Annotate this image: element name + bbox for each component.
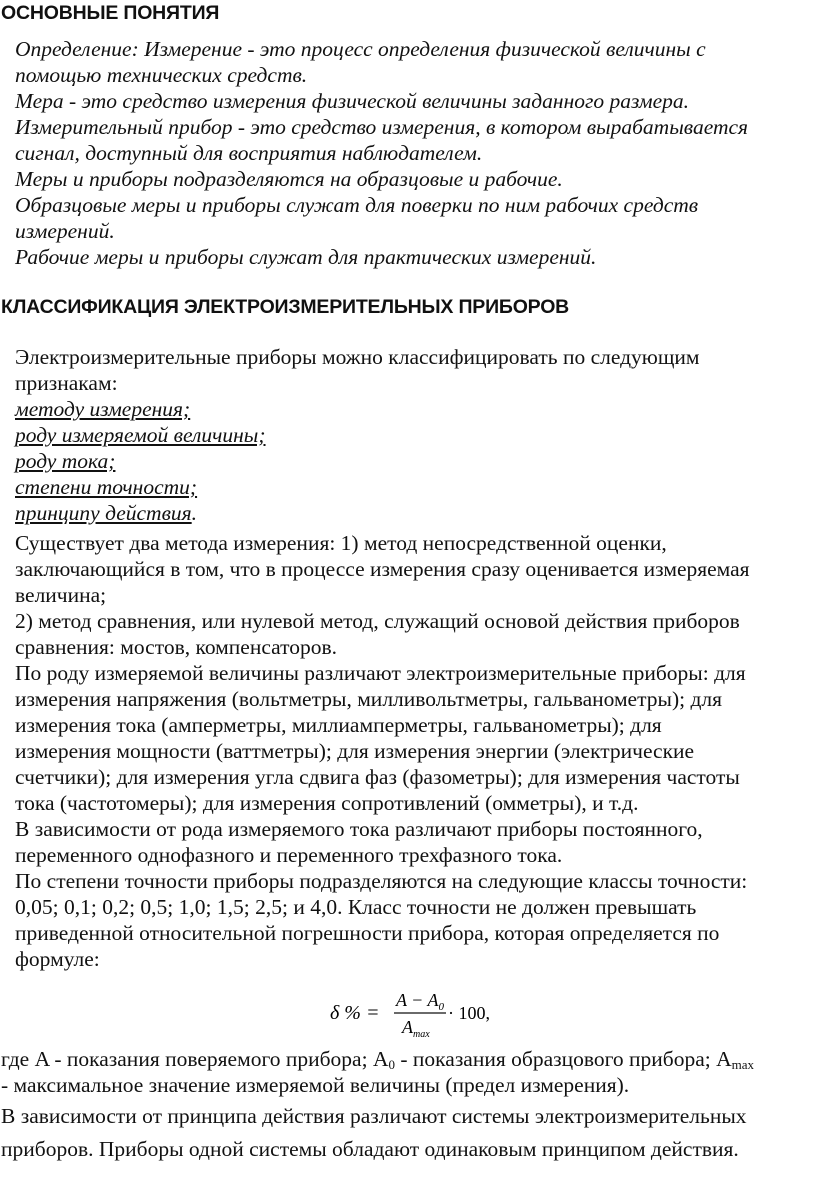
paragraph-line: тока (частотомеры); для измерения сопротивлений (омметры), и т.д. [15,791,639,815]
definition-line: измерений. [15,219,115,243]
formula-factor: · 100, [448,1003,490,1023]
paragraph-line: сравнения: мостов, компенсаторов. [15,635,338,659]
paragraph-line: Существует два метода измерения: 1) метод непосредственной оценки, [15,531,667,555]
paragraph-line: 0,05; 0,1; 0,2; 0,5; 1,0; 1,5; 2,5; и 4,0. Класс точности не должен превышать [15,895,697,919]
paragraph-line: 2) метод сравнения, или нулевой метод, служащий основой действия приборов [15,609,740,633]
formula-legend-line: - максимальное значение измеряемой величины (предел измерения). [1,1073,630,1097]
paragraph-line: измерения тока (амперметры, миллиамперметры, гальванометры); для [15,713,662,737]
definition-line: Меры и приборы подразделяются на образцовые и рабочие. [15,167,563,191]
definition-line: помощью технических средств. [15,63,308,87]
paragraph-line: величина; [15,583,107,607]
paragraph-line: формуле: [15,947,100,971]
paragraph-line: измерения напряжения (вольтметры, милливольтметры, гальванометры); для [15,687,723,711]
paragraph-line: Электроизмерительные приборы можно классифицировать по следующим [15,345,700,369]
definition-line: Рабочие меры и приборы служат для практических измерений. [15,245,597,269]
formula-lhs: δ % = [330,1002,380,1024]
paragraph-line: заключающийся в том, что в процессе измерения сразу оценивается измеряемая [15,557,750,581]
criterion-link-text: степени точности; [15,475,198,499]
formula-denominator: $A_{max}$ [402,1017,430,1040]
list-terminator: . [191,501,198,525]
paragraph-line: измерения мощности (ваттметры); для измерения энергии (электрические [15,739,695,763]
criterion-link-text: принципу действия [15,501,192,525]
definition-line: Мера - это средство измерения физической величины заданного размера. [15,89,690,113]
list-item [15,448,115,474]
list-item [15,474,197,500]
paragraph-line: В зависимости от рода измеряемого тока различают приборы постоянного, [15,817,703,841]
definition-line: сигнал, доступный для восприятия наблюдателем. [15,141,483,165]
definition-line: Образцовые меры и приборы служат для поверки по ним рабочих средств [15,193,699,217]
list-item [15,422,266,448]
definition-line: Измерительный прибор - это средство измерения, в котором вырабатывается [15,115,749,139]
error-formula [330,986,490,1042]
section-heading-classification: КЛАССИФИКАЦИЯ ЭЛЕКТРОИЗМЕРИТЕЛЬНЫХ ПРИБОРОВ [1,296,570,318]
paragraph-line: По степени точности приборы подразделяются на следующие классы точности: [15,869,748,893]
list-item [15,396,190,422]
formula-numerator: $A - A_0$ [396,990,444,1013]
paragraph-line: признакам: [15,371,118,395]
criterion-link-text: роду измеряемой величины; [15,423,266,447]
paragraph-line: переменного однофазного и переменного трехфазного тока. [15,843,563,867]
formula-legend-line: где A - показания поверяемого прибора; $A_0$ - показания образцового прибора; $A_{max}$ [1,1047,755,1072]
paragraph-line: приборов. Приборы одной системы обладают одинаковым принципом действия. [1,1137,739,1161]
paragraph-line: приведенной относительной погрешности прибора, которая определяется по [15,921,720,945]
paragraph-line: В зависимости от принципа действия различают системы электроизмерительных [1,1104,747,1128]
criterion-link-text: методу измерения; [15,397,191,421]
paragraph-line: По роду измеряемой величины различают электроизмерительные приборы: для [15,661,746,685]
paragraph-line: счетчики); для измерения угла сдвига фаз (фазометры); для измерения частоты [15,765,740,789]
section-heading-basic-concepts: ОСНОВНЫЕ ПОНЯТИЯ [1,2,220,24]
list-item [15,500,197,526]
definition-line: Определение: Измерение - это процесс определения физической величины с [15,37,706,61]
criterion-link-text: роду тока; [15,449,116,473]
